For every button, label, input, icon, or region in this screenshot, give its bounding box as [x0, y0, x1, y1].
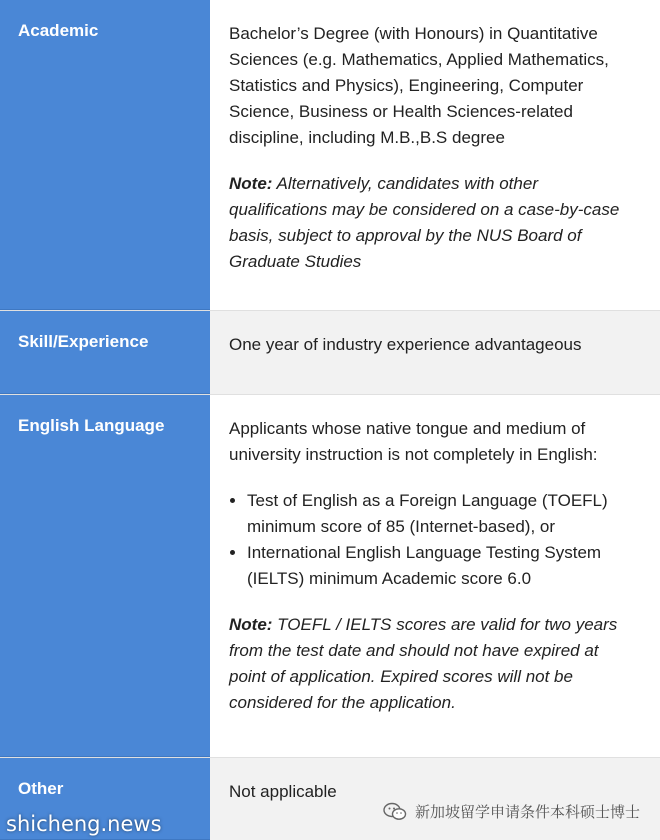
other-text: Not applicable — [229, 782, 337, 801]
wechat-icon — [383, 802, 407, 822]
row-label: Other — [0, 758, 210, 840]
watermark-account-text: 新加坡留学申请条件本科硕士博士 — [414, 803, 640, 821]
row-academic — [0, 0, 660, 311]
row-english-language — [0, 395, 660, 758]
list-item: • International English Language Testing System (IELTS) minimum Academic score 6.0 — [247, 540, 630, 592]
row-content — [210, 311, 660, 394]
note-label: Note: — [229, 615, 273, 634]
list-item: • Test of English as a Foreign Language (TOEFL) minimum score of 85 (Internet-based), or — [247, 488, 630, 540]
row-label: Skill/Experience — [0, 311, 210, 394]
note-text: Alternatively, candidates with other qualifications may be considered on a case-by-case basis, subject to approval by the NUS Board of Graduate Studies — [229, 174, 620, 271]
english-text: Applicants whose native tongue and medium of university instruction is not completely in English: — [229, 419, 598, 464]
skill-text: One year of industry experience advantageous — [229, 335, 582, 354]
row-content — [210, 395, 660, 757]
watermark-site: shicheng.news — [6, 812, 162, 836]
academic-note — [229, 171, 630, 275]
row-content — [210, 0, 660, 310]
row-label: English Language — [0, 395, 210, 757]
note-text: TOEFL / IELTS scores are valid for two years from the test date and should not have expired at point of application. Expired scores will not be considered for the application. — [229, 615, 618, 712]
row-content — [210, 758, 660, 840]
english-note — [229, 612, 630, 716]
note-label: Note: — [229, 174, 273, 193]
academic-text: Bachelor’s Degree (with Honours) in Quantitative Sciences (e.g. Mathematics, Applied Mathematics, Statistics and Physics), Engineering, Computer Science, Business or Health Sciences-related discipline, including M.B.,B.S degree — [229, 24, 609, 147]
english-bullet-list — [229, 488, 630, 592]
row-label: Academic — [0, 0, 210, 310]
watermark-account — [383, 801, 640, 822]
row-skill-experience — [0, 311, 660, 395]
